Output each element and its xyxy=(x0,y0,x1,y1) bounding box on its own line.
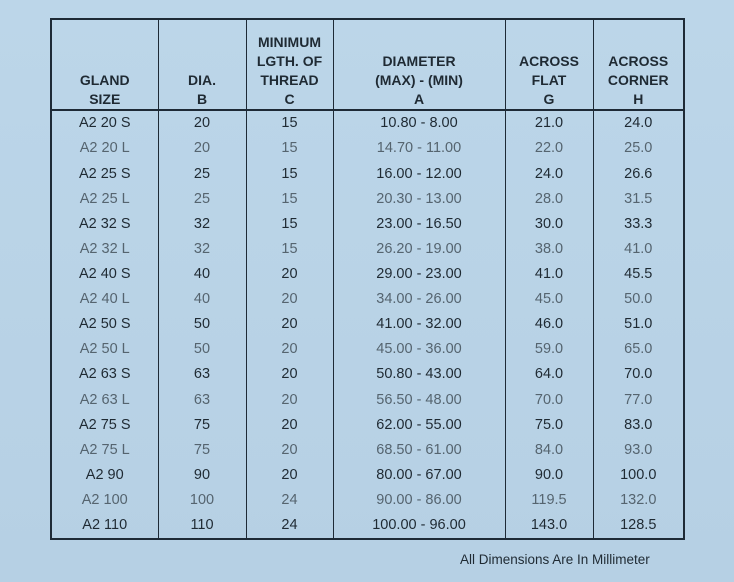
table-row xyxy=(51,437,684,462)
table-row xyxy=(51,262,684,287)
cell-across-flat: 30.0 xyxy=(505,211,593,236)
cell-thread-length: 15 xyxy=(246,136,333,161)
cell-across-flat: 28.0 xyxy=(505,186,593,211)
cell-dia: 100 xyxy=(158,488,246,513)
table-body xyxy=(51,110,684,539)
cell-diameter-range: 29.00 - 23.00 xyxy=(333,262,505,287)
cell-dia: 63 xyxy=(158,362,246,387)
cell-gland-size: A2 25 S xyxy=(51,161,158,186)
cell-diameter-range: 34.00 - 26.00 xyxy=(333,287,505,312)
table-row xyxy=(51,211,684,236)
cell-dia: 40 xyxy=(158,262,246,287)
cell-thread-length: 15 xyxy=(246,186,333,211)
cell-thread-length: 20 xyxy=(246,287,333,312)
header-min-thread-length: MINIMUM LGTH. OF THREAD C xyxy=(246,19,333,110)
cell-across-corner: 41.0 xyxy=(593,237,684,262)
cell-across-flat: 46.0 xyxy=(505,312,593,337)
cell-gland-size: A2 25 L xyxy=(51,186,158,211)
cell-thread-length: 15 xyxy=(246,211,333,236)
table-row xyxy=(51,412,684,437)
cell-across-flat: 41.0 xyxy=(505,262,593,287)
cell-diameter-range: 80.00 - 67.00 xyxy=(333,463,505,488)
cell-gland-size: A2 63 L xyxy=(51,387,158,412)
gland-dimensions-table xyxy=(50,18,685,540)
table-row xyxy=(51,287,684,312)
cell-across-flat: 70.0 xyxy=(505,387,593,412)
cell-across-corner: 51.0 xyxy=(593,312,684,337)
table-row xyxy=(51,362,684,387)
cell-gland-size: A2 110 xyxy=(51,513,158,539)
cell-across-corner: 70.0 xyxy=(593,362,684,387)
cell-diameter-range: 68.50 - 61.00 xyxy=(333,437,505,462)
cell-across-flat: 90.0 xyxy=(505,463,593,488)
cell-thread-length: 15 xyxy=(246,237,333,262)
header-gland-size: GLAND SIZE xyxy=(51,19,158,110)
cell-dia: 50 xyxy=(158,312,246,337)
cell-diameter-range: 20.30 - 13.00 xyxy=(333,186,505,211)
cell-dia: 40 xyxy=(158,287,246,312)
cell-gland-size: A2 75 S xyxy=(51,412,158,437)
cell-across-flat: 75.0 xyxy=(505,412,593,437)
cell-thread-length: 20 xyxy=(246,262,333,287)
cell-across-flat: 21.0 xyxy=(505,110,593,136)
cell-dia: 25 xyxy=(158,161,246,186)
cell-dia: 110 xyxy=(158,513,246,539)
table-row xyxy=(51,161,684,186)
cell-dia: 75 xyxy=(158,437,246,462)
cell-thread-length: 20 xyxy=(246,362,333,387)
cell-across-corner: 26.6 xyxy=(593,161,684,186)
cell-across-flat: 22.0 xyxy=(505,136,593,161)
cell-gland-size: A2 20 S xyxy=(51,110,158,136)
cell-diameter-range: 45.00 - 36.00 xyxy=(333,337,505,362)
header-diameter-range: DIAMETER (MAX) - (MIN) A xyxy=(333,19,505,110)
cell-diameter-range: 10.80 - 8.00 xyxy=(333,110,505,136)
cell-diameter-range: 62.00 - 55.00 xyxy=(333,412,505,437)
cell-across-corner: 33.3 xyxy=(593,211,684,236)
header-across-flat: ACROSS FLAT G xyxy=(505,19,593,110)
table-row xyxy=(51,186,684,211)
table-row xyxy=(51,312,684,337)
cell-across-corner: 128.5 xyxy=(593,513,684,539)
cell-dia: 20 xyxy=(158,136,246,161)
cell-thread-length: 20 xyxy=(246,437,333,462)
table-row xyxy=(51,136,684,161)
cell-across-corner: 24.0 xyxy=(593,110,684,136)
cell-thread-length: 20 xyxy=(246,412,333,437)
cell-across-flat: 59.0 xyxy=(505,337,593,362)
cell-across-flat: 64.0 xyxy=(505,362,593,387)
cell-thread-length: 15 xyxy=(246,110,333,136)
cell-gland-size: A2 40 L xyxy=(51,287,158,312)
cell-across-corner: 100.0 xyxy=(593,463,684,488)
cell-dia: 90 xyxy=(158,463,246,488)
cell-gland-size: A2 32 S xyxy=(51,211,158,236)
cell-across-corner: 31.5 xyxy=(593,186,684,211)
cell-across-corner: 77.0 xyxy=(593,387,684,412)
table-row xyxy=(51,337,684,362)
cell-diameter-range: 41.00 - 32.00 xyxy=(333,312,505,337)
cell-diameter-range: 100.00 - 96.00 xyxy=(333,513,505,539)
cell-diameter-range: 26.20 - 19.00 xyxy=(333,237,505,262)
cell-across-flat: 84.0 xyxy=(505,437,593,462)
cell-across-flat: 24.0 xyxy=(505,161,593,186)
cell-diameter-range: 90.00 - 86.00 xyxy=(333,488,505,513)
cell-diameter-range: 14.70 - 11.00 xyxy=(333,136,505,161)
cell-dia: 63 xyxy=(158,387,246,412)
cell-across-corner: 25.0 xyxy=(593,136,684,161)
cell-dia: 20 xyxy=(158,110,246,136)
cell-thread-length: 24 xyxy=(246,513,333,539)
cell-gland-size: A2 32 L xyxy=(51,237,158,262)
cell-gland-size: A2 50 L xyxy=(51,337,158,362)
cell-gland-size: A2 63 S xyxy=(51,362,158,387)
table-header-row xyxy=(51,19,684,110)
cell-dia: 50 xyxy=(158,337,246,362)
cell-diameter-range: 16.00 - 12.00 xyxy=(333,161,505,186)
table-row xyxy=(51,513,684,539)
cell-across-corner: 132.0 xyxy=(593,488,684,513)
cell-across-flat: 119.5 xyxy=(505,488,593,513)
cell-across-corner: 93.0 xyxy=(593,437,684,462)
cell-gland-size: A2 75 L xyxy=(51,437,158,462)
table-row xyxy=(51,463,684,488)
cell-diameter-range: 50.80 - 43.00 xyxy=(333,362,505,387)
header-across-corner: ACROSS CORNER H xyxy=(593,19,684,110)
cell-dia: 32 xyxy=(158,237,246,262)
table-row xyxy=(51,387,684,412)
cell-across-corner: 65.0 xyxy=(593,337,684,362)
table-row xyxy=(51,237,684,262)
cell-thread-length: 24 xyxy=(246,488,333,513)
cell-thread-length: 20 xyxy=(246,337,333,362)
cell-across-corner: 83.0 xyxy=(593,412,684,437)
units-note: All Dimensions Are In Millimeter xyxy=(460,552,650,567)
cell-across-flat: 143.0 xyxy=(505,513,593,539)
cell-gland-size: A2 40 S xyxy=(51,262,158,287)
cell-dia: 32 xyxy=(158,211,246,236)
table-row xyxy=(51,488,684,513)
cell-thread-length: 20 xyxy=(246,463,333,488)
cell-dia: 25 xyxy=(158,186,246,211)
cell-dia: 75 xyxy=(158,412,246,437)
cell-thread-length: 15 xyxy=(246,161,333,186)
cell-thread-length: 20 xyxy=(246,387,333,412)
cell-thread-length: 20 xyxy=(246,312,333,337)
cell-across-corner: 45.5 xyxy=(593,262,684,287)
table-row xyxy=(51,110,684,136)
cell-gland-size: A2 50 S xyxy=(51,312,158,337)
cell-across-flat: 45.0 xyxy=(505,287,593,312)
cell-diameter-range: 23.00 - 16.50 xyxy=(333,211,505,236)
header-dia: DIA. B xyxy=(158,19,246,110)
cell-across-flat: 38.0 xyxy=(505,237,593,262)
cell-diameter-range: 56.50 - 48.00 xyxy=(333,387,505,412)
cell-across-corner: 50.0 xyxy=(593,287,684,312)
cell-gland-size: A2 90 xyxy=(51,463,158,488)
cell-gland-size: A2 100 xyxy=(51,488,158,513)
cell-gland-size: A2 20 L xyxy=(51,136,158,161)
